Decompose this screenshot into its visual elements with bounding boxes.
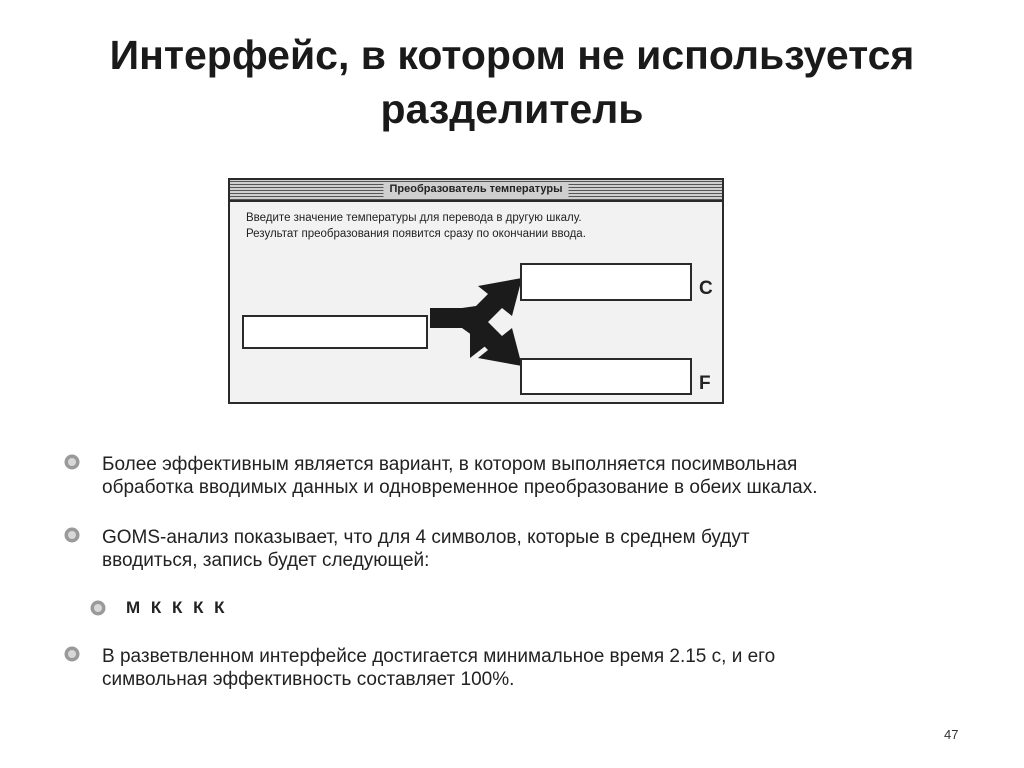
slide-title-line1: Интерфейс, в котором не используется	[109, 32, 915, 78]
list-item	[102, 526, 982, 572]
gear-bullet-icon	[89, 599, 107, 617]
list-item-line: символьная эффективность составляет 100%.	[102, 669, 515, 690]
gear-bullet-icon	[63, 645, 81, 663]
gear-bullet-icon	[63, 453, 81, 471]
list-item	[102, 453, 982, 499]
description-line2: Результат преобразования появится сразу по окончании ввода.	[246, 228, 586, 240]
slide-title-line2: разделитель	[380, 86, 644, 132]
page-number: 47	[944, 727, 959, 742]
list-item-line: GOMS-анализ показывает, что для 4 символов, которые в среднем будут	[102, 527, 750, 548]
list-item	[102, 645, 982, 691]
list-item-line: В разветвленном интерфейсе достигается минимальное время 2.15 с, и его	[102, 646, 776, 667]
gear-bullet-icon	[63, 526, 81, 544]
list-item-line: обработка вводимых данных и одновременное преобразование в обеих шкалах.	[102, 477, 818, 498]
celsius-unit-label: C	[699, 278, 713, 299]
list-item-line: Более эффективным является вариант, в котором выполняется посимвольная	[102, 454, 798, 475]
description-line1: Введите значение температуры для перевода в другую шкалу.	[246, 212, 582, 224]
list-item-line: вводиться, запись будет следующей:	[102, 550, 430, 571]
window-title: Преобразователь температуры	[383, 182, 568, 197]
goms-sequence: М К К К К	[126, 598, 228, 617]
fahrenheit-unit-label: F	[699, 373, 711, 394]
